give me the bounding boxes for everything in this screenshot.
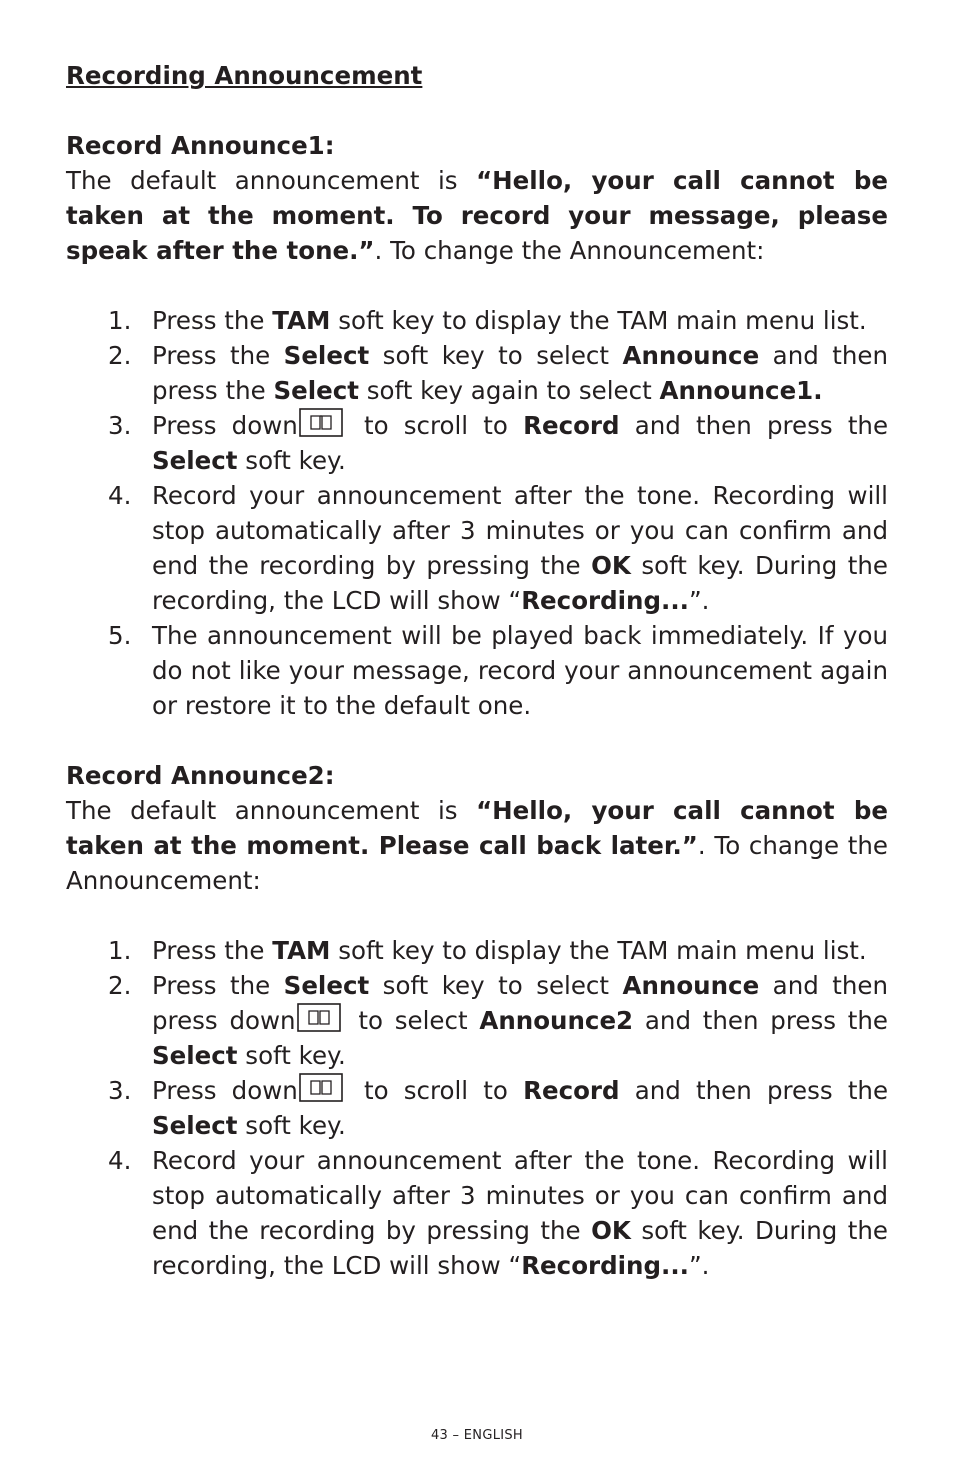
step-text: Press the <box>152 936 273 965</box>
step-text: and then press the <box>619 1076 889 1105</box>
step-text: ”. <box>688 1251 710 1280</box>
step-bold: Select <box>152 1111 238 1140</box>
step-text: soft key. <box>237 446 346 475</box>
step-text: soft key. During the recording, the LCD will show “ <box>152 551 888 615</box>
step-text: soft key. <box>237 1041 346 1070</box>
step-bold: Recording... <box>521 1251 689 1280</box>
step-text: to scroll to <box>348 411 524 440</box>
step-text: soft key to display the TAM main menu list. <box>330 306 867 335</box>
step-text: Press down <box>152 1076 298 1105</box>
section1-heading: Record Announce1: <box>66 131 335 160</box>
step-bold: Announce <box>622 341 760 370</box>
section2-steps <box>66 933 888 1283</box>
step-text: and then press down <box>152 971 888 1035</box>
step-text: Press the <box>152 341 284 370</box>
page-title: Recording Announcement <box>66 61 423 90</box>
section2-heading: Record Announce2: <box>66 761 335 790</box>
phonebook-down-key-icon <box>297 1003 341 1033</box>
phonebook-down-key-icon <box>299 408 343 438</box>
list-item <box>66 1073 888 1143</box>
step-bold: Announce1. <box>659 376 823 405</box>
step-number: 4. <box>108 1146 132 1175</box>
step-number: 2. <box>108 341 132 370</box>
list-item <box>66 338 888 408</box>
step-number: 3. <box>108 411 132 440</box>
step-bold: OK <box>591 1216 631 1245</box>
list-item <box>66 478 888 618</box>
document-page <box>66 58 888 1283</box>
step-text: and then press the <box>152 341 888 405</box>
phonebook-down-key-icon <box>299 1073 343 1103</box>
step-number: 1. <box>108 306 132 335</box>
step-text: and then press the <box>619 411 889 440</box>
intro-text: The default announcement is <box>66 796 477 825</box>
step-text: and then press the <box>633 1006 888 1035</box>
step-number: 3. <box>108 1076 132 1105</box>
step-bold: Record <box>523 1076 620 1105</box>
step-number: 5. <box>108 621 132 650</box>
step-text: Record your announcement after the tone. Recording will stop automatically after 3 minutes or you can confirm and end the recording by pressing the <box>152 481 888 580</box>
step-number: 1. <box>108 936 132 965</box>
step-bold: Select <box>152 446 238 475</box>
step-text: Record your announcement after the tone. Recording will stop automatically after 3 minutes or you can confirm and end the recording by pressing the <box>152 1146 888 1245</box>
step-text: soft key to display the TAM main menu list. <box>330 936 867 965</box>
section2-intro <box>66 793 888 898</box>
section1-intro <box>66 163 888 268</box>
step-bold: Select <box>152 1041 238 1070</box>
page-footer: 43 – ENGLISH <box>430 1428 524 1443</box>
intro-text: . To change the Announcement: <box>374 236 765 265</box>
step-text: soft key again to select <box>359 376 660 405</box>
step-text: soft key to select <box>369 341 623 370</box>
step-bold: Record <box>523 411 620 440</box>
step-bold: TAM <box>272 306 331 335</box>
list-item <box>66 968 888 1073</box>
step-text: soft key. <box>237 1111 346 1140</box>
step-text: ”. <box>688 586 710 615</box>
step-bold: Select <box>283 971 370 1000</box>
list-item <box>66 933 888 968</box>
intro-quote: “Hello, your call cannot be taken at the moment. To record your message, please speak after the tone.” <box>66 166 888 265</box>
step-text: soft key to select <box>369 971 623 1000</box>
list-item <box>66 1143 888 1283</box>
step-text: to select <box>346 1006 480 1035</box>
step-text: The announcement will be played back immediately. If you do not like your message, record your announcement again or restore it to the default one. <box>152 621 888 720</box>
intro-text: . To change the Announcement: <box>66 831 888 895</box>
step-number: 4. <box>108 481 132 510</box>
step-bold: OK <box>591 551 631 580</box>
step-text: Press the <box>152 306 273 335</box>
step-bold: Select <box>273 376 359 405</box>
step-text: soft key. During the recording, the LCD will show “ <box>152 1216 888 1280</box>
list-item <box>66 408 888 478</box>
step-bold: Announce2 <box>479 1006 634 1035</box>
step-number: 2. <box>108 971 132 1000</box>
section1-steps <box>66 303 888 723</box>
step-text: to scroll to <box>348 1076 524 1105</box>
step-text: Press the <box>152 971 284 1000</box>
list-item <box>66 303 888 338</box>
step-bold: Select <box>283 341 370 370</box>
step-bold: Announce <box>622 971 760 1000</box>
list-item <box>66 618 888 723</box>
intro-quote: “Hello, your call cannot be taken at the moment. Please call back later.” <box>66 796 888 860</box>
step-bold: TAM <box>272 936 331 965</box>
step-bold: Recording... <box>521 586 689 615</box>
intro-text: The default announcement is <box>66 166 477 195</box>
step-text: Press down <box>152 411 298 440</box>
